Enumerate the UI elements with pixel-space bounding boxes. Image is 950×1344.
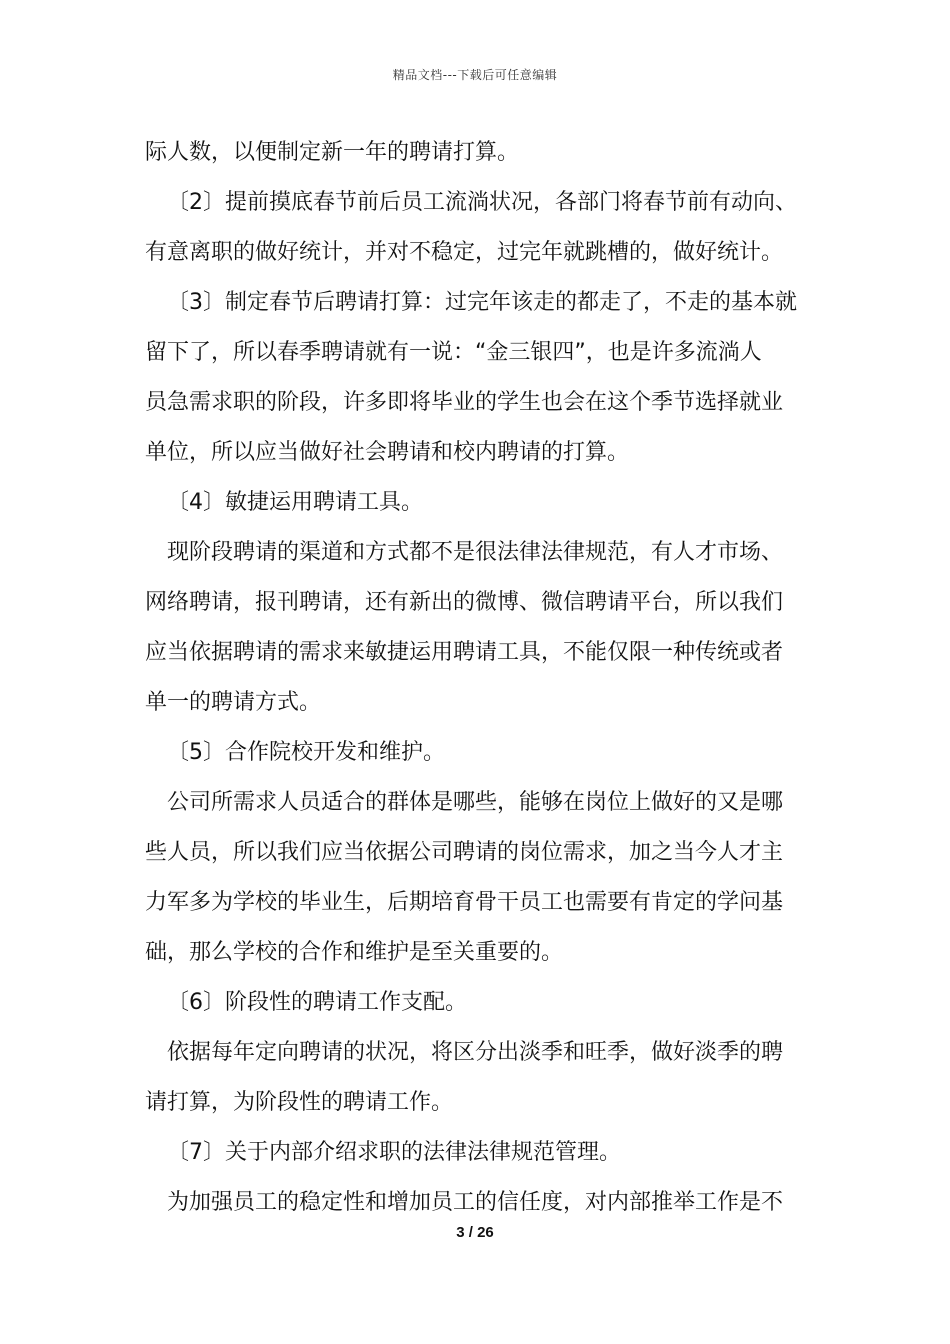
text-line: 有意离职的做好统计，并对不稳定，过完年就跳槽的，做好统计。 xyxy=(145,240,784,265)
text-line: 公司所需求人员适合的群体是哪些，能够在岗位上做好的又是哪 xyxy=(167,790,784,815)
text-line: 为加强员工的稳定性和增加员工的信任度，对内部推举工作是不 xyxy=(167,1190,784,1215)
text-line: 些人员，所以我们应当依据公司聘请的岗位需求，加之当今人才主 xyxy=(145,840,784,865)
document-body xyxy=(145,128,810,1228)
text-line: 应当依据聘请的需求来敏捷运用聘请工具，不能仅限一种传统或者 xyxy=(145,640,784,665)
text-line: 础，那么学校的合作和维护是至关重要的。 xyxy=(145,940,564,965)
text-line: 依据每年定向聘请的状况，将区分出淡季和旺季，做好淡季的聘 xyxy=(167,1040,784,1065)
text-line: 际人数，以便制定新一年的聘请打算。 xyxy=(145,140,520,165)
text-line: 〔5〕合作院校开发和维护。 xyxy=(167,740,445,765)
text-line: 请打算，为阶段性的聘请工作。 xyxy=(145,1090,454,1115)
text-line: 留下了，所以春季聘请就有一说：“金三银四”，也是许多流淌人 xyxy=(145,340,762,365)
text-line: 单位，所以应当做好社会聘请和校内聘请的打算。 xyxy=(145,440,630,465)
text-line: 网络聘请，报刊聘请，还有新出的微博、微信聘请平台，所以我们 xyxy=(145,590,784,615)
text-line: 单一的聘请方式。 xyxy=(145,690,322,715)
text-line: 〔7〕关于内部介绍求职的法律法律规范管理。 xyxy=(167,1140,621,1165)
text-line: 〔4〕敏捷运用聘请工具。 xyxy=(167,490,423,515)
page-header: 精品文档---下载后可任意编辑 xyxy=(392,68,558,82)
page-number: 3 / 26 xyxy=(456,1224,494,1241)
text-line: 力军多为学校的毕业生，后期培育骨干员工也需要有肯定的学问基 xyxy=(145,890,784,915)
text-line: 〔3〕制定春节后聘请打算：过完年该走的都走了，不走的基本就 xyxy=(167,290,797,315)
text-line: 现阶段聘请的渠道和方式都不是很法律法律规范，有人才市场、 xyxy=(167,540,784,565)
text-line: 〔6〕阶段性的聘请工作支配。 xyxy=(167,990,467,1015)
text-line: 员急需求职的阶段，许多即将毕业的学生也会在这个季节选择就业 xyxy=(145,390,784,415)
text-line: 〔2〕提前摸底春节前后员工流淌状况，各部门将春节前有动向、 xyxy=(167,190,797,215)
